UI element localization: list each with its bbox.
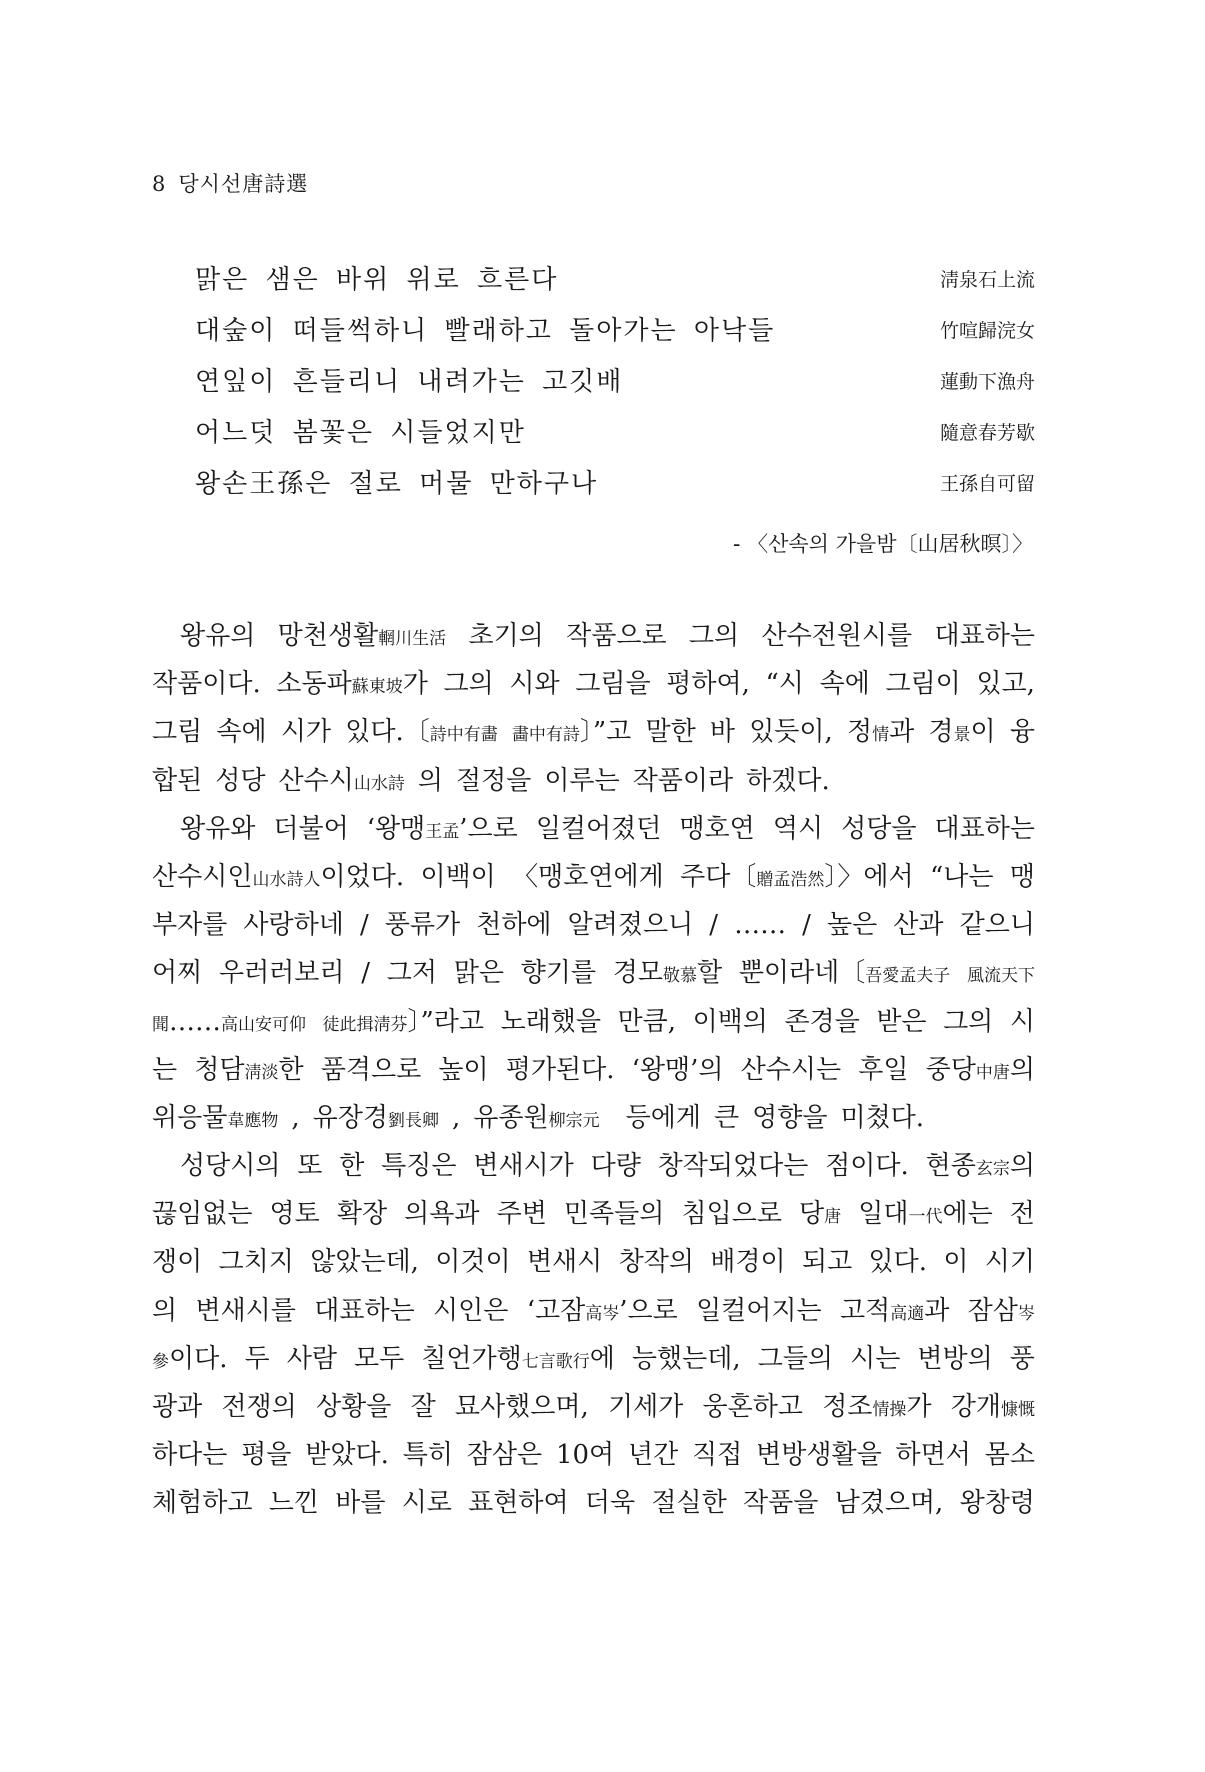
body-line bbox=[152, 1479, 1035, 1527]
word: 유장경劉長卿 , bbox=[312, 1102, 461, 1133]
word: 평을 bbox=[241, 1440, 292, 1471]
word: 남겼으며, bbox=[834, 1488, 944, 1519]
word: 받은 bbox=[876, 1006, 927, 1037]
word: 산수전원시를 bbox=[761, 621, 913, 651]
word: 주변 bbox=[496, 1199, 547, 1230]
word: 느낀 bbox=[268, 1488, 319, 1519]
word: “나는 bbox=[929, 861, 994, 892]
word: 산과 bbox=[893, 910, 944, 941]
word: 중당中唐의 bbox=[925, 1054, 1035, 1085]
word: 의욕과 bbox=[404, 1199, 480, 1230]
book-title: 당시선唐詩選 bbox=[178, 172, 309, 196]
body-line bbox=[152, 1431, 1035, 1479]
word: 큰 bbox=[713, 1102, 740, 1133]
word: 기세가 bbox=[607, 1392, 684, 1422]
word: 경景이 bbox=[928, 717, 996, 748]
word: 한 bbox=[339, 1151, 365, 1182]
word: “시 bbox=[765, 669, 804, 700]
word: 風流天下 bbox=[967, 966, 1035, 987]
word: 속에 bbox=[216, 717, 267, 748]
word: 왕유의 bbox=[180, 621, 256, 651]
poem bbox=[195, 255, 1035, 510]
word: 성당시의 bbox=[180, 1151, 281, 1182]
word: 소동파蘇東坡가 bbox=[276, 669, 428, 700]
body-line bbox=[152, 1190, 1035, 1238]
word: 주다〔贈孟浩然〕〉에서 bbox=[680, 861, 914, 892]
word: 위응물韋應物 , bbox=[152, 1102, 300, 1133]
body-line bbox=[152, 1383, 1035, 1431]
poem-line bbox=[195, 459, 1035, 510]
word: 존경을 bbox=[784, 1006, 860, 1037]
body-line bbox=[152, 901, 1035, 949]
word: 잠삼은 bbox=[466, 1440, 543, 1471]
word: 일대一代에는 bbox=[858, 1199, 993, 1230]
poem-line bbox=[195, 408, 1035, 459]
word: 창작되었다는 bbox=[657, 1151, 809, 1182]
word: 쟁이 bbox=[152, 1247, 203, 1278]
word: 그들의 bbox=[757, 1343, 834, 1374]
word: 있고, bbox=[976, 669, 1035, 700]
word: 묘사했으며, bbox=[454, 1392, 589, 1422]
word: 경모敬慕할 bbox=[612, 958, 723, 989]
word: 노래했을 bbox=[500, 1006, 602, 1037]
word: 잠삼岑 bbox=[967, 1295, 1035, 1326]
word: 작품이다. bbox=[152, 669, 261, 700]
word: 확장 bbox=[336, 1199, 388, 1230]
word: 청담淸淡한 bbox=[194, 1054, 304, 1085]
word: 표현하여 bbox=[468, 1488, 569, 1519]
word: 년간 bbox=[627, 1440, 679, 1471]
word: 산수시인山水詩人이었다. bbox=[152, 861, 405, 892]
word: 현종玄宗의 bbox=[925, 1151, 1035, 1182]
word: 畵中有詩〕”고 bbox=[511, 717, 632, 748]
word: 대표하는 bbox=[314, 1295, 415, 1326]
word: 몸소 bbox=[984, 1440, 1035, 1471]
word: 바를 bbox=[335, 1488, 386, 1519]
word: 산수시山水詩 의 bbox=[278, 765, 443, 796]
poem-hanja: 蓮動下漁舟 bbox=[939, 371, 1035, 393]
word: / bbox=[361, 958, 371, 989]
word: 후일 bbox=[858, 1054, 909, 1085]
word: 역시 bbox=[772, 813, 824, 844]
word: 변새시를 bbox=[195, 1295, 296, 1326]
word: 있다.〔詩中有畵 bbox=[345, 717, 498, 748]
word: 등에게 bbox=[625, 1102, 701, 1133]
word: 徒此揖淸芬〕”라고 bbox=[322, 1006, 485, 1037]
word: 뿐이라네〔吾愛孟夫子 bbox=[738, 958, 951, 989]
word: 융 bbox=[1009, 717, 1035, 748]
word: 대표하는 bbox=[934, 813, 1035, 844]
word: 바 bbox=[709, 717, 736, 748]
body-line bbox=[152, 998, 1035, 1046]
word: 전 bbox=[1009, 1199, 1035, 1230]
poem-korean: 맑은 샘은 바위 위로 흐른다 bbox=[195, 265, 559, 295]
word: 어찌 bbox=[152, 958, 203, 989]
word: 능했는데, bbox=[631, 1343, 741, 1374]
word: 작품을 bbox=[742, 1488, 819, 1519]
word: 잘 bbox=[410, 1392, 436, 1422]
word: 있듯이, bbox=[749, 717, 833, 748]
word: 작품으로 bbox=[566, 621, 667, 651]
word: 배경이 bbox=[710, 1247, 786, 1278]
word: 그의 bbox=[443, 669, 494, 700]
word: 더불어 bbox=[273, 813, 349, 844]
word: 또 bbox=[297, 1151, 323, 1182]
word: 시가 bbox=[280, 717, 332, 748]
word: 시기 bbox=[984, 1247, 1035, 1278]
word: 창작의 bbox=[618, 1247, 694, 1278]
body-line bbox=[152, 708, 1035, 756]
word: 더욱 bbox=[584, 1488, 636, 1519]
word: 이백이 bbox=[420, 861, 496, 892]
body-line bbox=[152, 1142, 1035, 1190]
word: 직접 bbox=[692, 1440, 743, 1471]
word: 일컬어졌던 bbox=[535, 813, 662, 844]
word: 만큼, bbox=[617, 1006, 677, 1037]
body-line bbox=[152, 1238, 1035, 1286]
word: ‘고잠高岑’으로 bbox=[526, 1295, 678, 1326]
word: 10여 bbox=[555, 1440, 615, 1471]
word: 광과 bbox=[152, 1392, 203, 1422]
word: 하면서 bbox=[895, 1440, 971, 1471]
word: 는 bbox=[152, 1054, 178, 1085]
word: 품격으로 bbox=[320, 1054, 422, 1085]
body-line bbox=[152, 1094, 1035, 1142]
poem-korean: 어느덧 봄꽃은 시들었지만 bbox=[195, 418, 526, 448]
word: 그림 bbox=[152, 717, 203, 748]
body-text bbox=[152, 612, 1035, 1528]
word: 절정을 bbox=[455, 765, 532, 796]
poem-source: - 〈산속의 가을밤〔山居秋暝〕〉 bbox=[732, 532, 1033, 556]
body-line bbox=[152, 805, 1035, 853]
word: 망천생활輞川生活 bbox=[277, 621, 447, 651]
word: 이 bbox=[943, 1247, 969, 1278]
body-line bbox=[152, 1335, 1035, 1383]
word: 산수시는 bbox=[740, 1054, 842, 1085]
poem-line bbox=[195, 255, 1035, 306]
word: 맹호연 bbox=[679, 813, 755, 844]
word: / bbox=[359, 910, 369, 941]
word: 정조情操가 bbox=[822, 1392, 932, 1422]
body-line bbox=[152, 1287, 1035, 1335]
word: 상황을 bbox=[316, 1392, 392, 1422]
poem-line bbox=[195, 306, 1035, 357]
poem-hanja: 隨意春芳歇 bbox=[939, 422, 1035, 444]
word: 시 bbox=[1009, 1006, 1035, 1037]
word: 받았다. bbox=[305, 1440, 389, 1471]
word: …… bbox=[734, 910, 787, 941]
word: 칠언가행七言歌行에 bbox=[421, 1343, 615, 1374]
word: 이백의 bbox=[692, 1006, 768, 1037]
word: 그치지 bbox=[218, 1247, 294, 1278]
word: 같으니 bbox=[959, 910, 1035, 941]
word: 〈맹호연에게 bbox=[512, 861, 664, 892]
word: 고적高適과 bbox=[839, 1295, 950, 1326]
word: 聞……高山安可仰 bbox=[152, 1006, 306, 1037]
word: 끊임없는 bbox=[152, 1199, 253, 1230]
word: 우러러보리 bbox=[218, 958, 345, 989]
word: / bbox=[709, 910, 719, 941]
word: 않았는데, bbox=[310, 1247, 419, 1278]
word: 정情과 bbox=[846, 717, 915, 748]
word: 시와 bbox=[509, 669, 560, 700]
word: 왕창령 bbox=[959, 1488, 1035, 1519]
word: 대표하는 bbox=[934, 621, 1035, 651]
word: 초기의 bbox=[468, 621, 544, 651]
word: 이것이 bbox=[435, 1247, 511, 1278]
word: 왕유와 bbox=[180, 813, 256, 844]
word: 특징은 bbox=[381, 1151, 457, 1182]
poem-line bbox=[195, 357, 1035, 408]
word: 평가된다. bbox=[505, 1054, 615, 1085]
word: 향기를 bbox=[520, 958, 597, 989]
word: 천하에 bbox=[476, 910, 552, 941]
word: 특히 bbox=[402, 1440, 453, 1471]
word: 되고 bbox=[801, 1247, 853, 1278]
word: 알려졌으니 bbox=[567, 910, 694, 941]
running-head bbox=[152, 168, 308, 198]
poem-hanja: 淸泉石上流 bbox=[939, 269, 1035, 291]
word: 그저 bbox=[386, 958, 437, 989]
word: 절실한 bbox=[651, 1488, 727, 1519]
word: 사랑하네 bbox=[243, 910, 344, 941]
word: / bbox=[802, 910, 811, 941]
word: 시는 bbox=[850, 1343, 901, 1374]
word: 영토 bbox=[269, 1199, 320, 1230]
word: 높은 bbox=[827, 910, 878, 941]
word: 민족들의 bbox=[563, 1199, 665, 1230]
word: 부자를 bbox=[152, 910, 228, 941]
word: 유종원柳宗元 bbox=[473, 1102, 600, 1133]
word: 말한 bbox=[645, 717, 696, 748]
word: 성당을 bbox=[841, 813, 917, 844]
word: 풍 bbox=[1009, 1343, 1035, 1374]
body-line bbox=[152, 949, 1035, 997]
poem-korean: 연잎이 흔들리니 내려가는 고깃배 bbox=[195, 367, 624, 397]
word: 작품이라 bbox=[632, 765, 734, 796]
word: 맑은 bbox=[453, 958, 504, 989]
word: 합된 bbox=[152, 765, 203, 796]
word: 하다는 bbox=[152, 1440, 228, 1471]
body-line bbox=[152, 1046, 1035, 1094]
word: 풍류가 bbox=[384, 910, 461, 941]
page-number: 8 bbox=[152, 172, 167, 196]
word: 성당 bbox=[215, 765, 266, 796]
word: 영향을 bbox=[752, 1102, 828, 1133]
word: 그의 bbox=[688, 621, 740, 651]
word: 점이다. bbox=[825, 1151, 909, 1182]
word: 변방생활을 bbox=[756, 1440, 882, 1471]
word: 사람 bbox=[286, 1343, 337, 1374]
word: 높이 bbox=[438, 1054, 489, 1085]
word: 모두 bbox=[354, 1343, 405, 1374]
word: 시인은 bbox=[433, 1295, 509, 1326]
word: 변새시가 bbox=[473, 1151, 574, 1182]
body-line bbox=[152, 757, 1035, 805]
word: ‘왕맹’의 bbox=[631, 1054, 724, 1085]
word: 체험하고 bbox=[152, 1488, 253, 1519]
word: 그림이 bbox=[885, 669, 961, 700]
word: 그의 bbox=[943, 1006, 994, 1037]
poem-korean: 대숲이 떠들썩하니 빨래하고 돌아가는 아낙들 bbox=[195, 316, 776, 346]
body-line bbox=[152, 853, 1035, 901]
word: 변방의 bbox=[917, 1343, 993, 1374]
word: 이루는 bbox=[544, 765, 620, 796]
word: 있다. bbox=[868, 1247, 927, 1278]
word: 속에 bbox=[819, 669, 870, 700]
word: 웅혼하고 bbox=[702, 1392, 803, 1422]
word: 시로 bbox=[401, 1488, 452, 1519]
body-line bbox=[152, 612, 1035, 660]
word: 당唐 bbox=[799, 1199, 842, 1230]
word: 의 bbox=[152, 1295, 178, 1326]
word: 평하여, bbox=[666, 669, 750, 700]
word: 그림을 bbox=[575, 669, 651, 700]
word: 다량 bbox=[590, 1151, 641, 1182]
poem-hanja: 王孫自可留 bbox=[939, 473, 1035, 495]
word: 일컬어지는 bbox=[696, 1295, 822, 1326]
poem-hanja: 竹喧歸浣女 bbox=[939, 320, 1035, 342]
word: 參이다. bbox=[152, 1343, 228, 1374]
word: 강개慷慨 bbox=[950, 1392, 1035, 1422]
word: 침입으로 bbox=[681, 1199, 782, 1230]
word: 두 bbox=[244, 1343, 270, 1374]
word: 하겠다. bbox=[746, 765, 830, 796]
word: 맹 bbox=[1009, 861, 1035, 892]
word: 미쳤다. bbox=[840, 1102, 925, 1133]
body-line bbox=[152, 660, 1035, 708]
word: 전쟁의 bbox=[221, 1392, 297, 1422]
poem-korean: 왕손王孫은 절로 머물 만하구나 bbox=[195, 469, 599, 499]
word: ‘왕맹王孟’으로 bbox=[366, 813, 518, 844]
word: 변새시 bbox=[526, 1247, 603, 1278]
